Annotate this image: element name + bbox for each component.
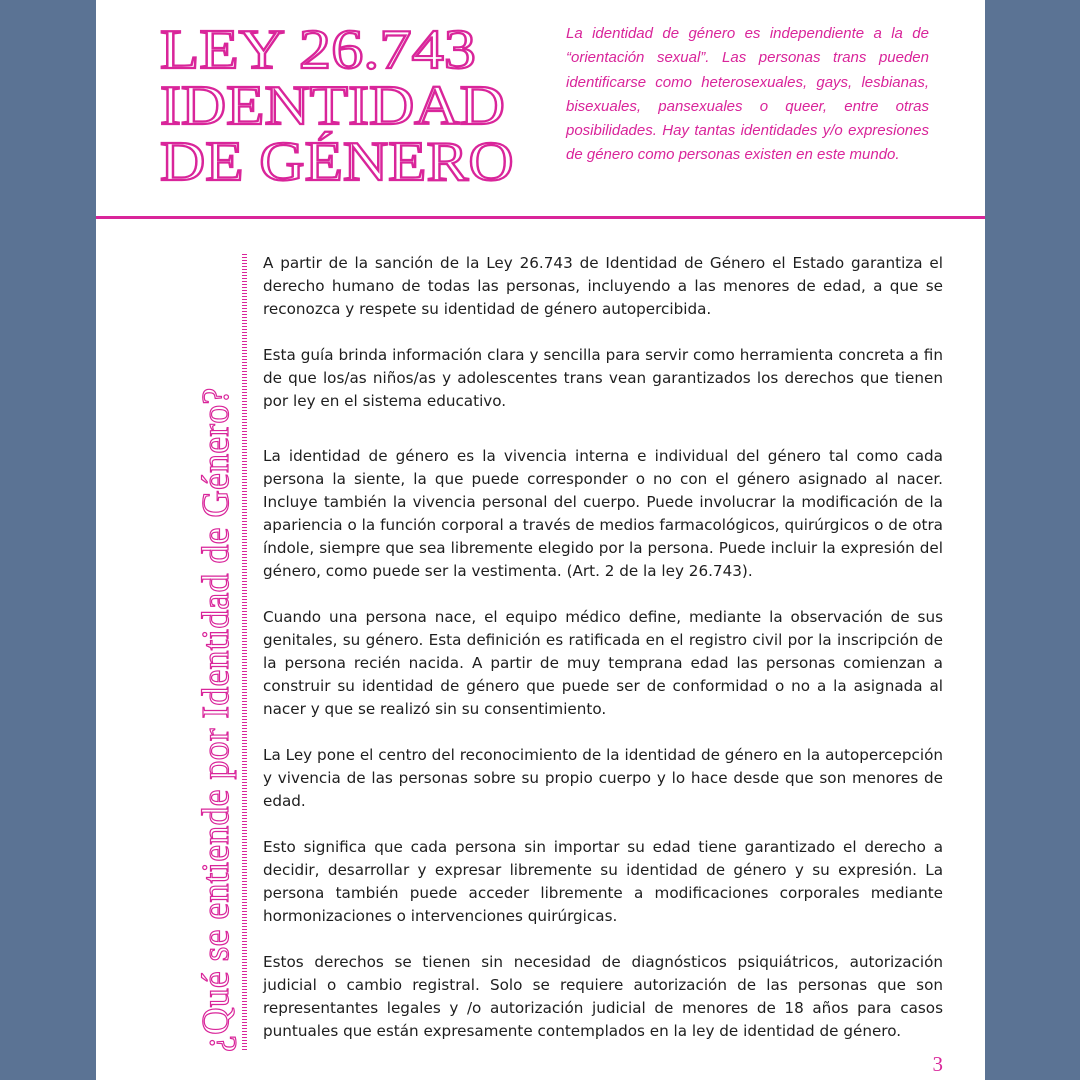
header-divider [96, 216, 985, 219]
section-heading: ¿Qué se entiende por Identidad de Género? [195, 387, 237, 1052]
title-line-2: IDENTIDAD [160, 75, 505, 137]
body-paragraph: La Ley pone el centro del reconocimiento de la identidad de género en la autopercepción y vivencia de las personas sobre su propio cuerpo y lo hace desde que son menores de edad. [263, 746, 943, 810]
body-paragraph: La identidad de género es la vivencia interna e individual del género tal como cada persona la siente, la que puede corresponder o no con el género asignado al nacer. Incluye también la vivencia personal del cuerpo. Puede involucrar la modificación de la apariencia o la función corporal a través de medios farmacológicos, quirúrgicos o de otra índole, siempre que sea libremente elegido por la persona. Puede incluir la expresión del género, como puede ser la vestimenta. (Art. 2 de la ley 26.743). [263, 447, 943, 580]
title-line-3: DE GÉNERO [160, 131, 514, 193]
page-number: 3 [932, 1052, 943, 1076]
body-paragraph: Esta guía brinda información clara y sencilla para servir como herramienta concreta a fin de que los/as niños/as y adolescentes trans vean garantizados los derechos que tienen por ley en el sistema educativo. [263, 346, 943, 410]
striped-divider [242, 254, 247, 1050]
body-paragraph: Estos derechos se tienen sin necesidad de diagnósticos psiquiátricos, autorización judicial o cambio registral. Solo se requiere autorización de las personas que son representantes legales y /o autorización judicial de menores de 18 años para casos puntuales que están expresamente contemplados en la ley de identidad de género. [263, 953, 943, 1040]
intro-text: La identidad de género es independiente a la de “orientación sexual”. Las personas trans pueden identificarse como heterosexuales, gays, lesbianas, bisexuales, pansexuales o queer, entre otras posibilidades. Hay tantas identidades y/o expresiones de género como personas existen en este mundo. [566, 25, 929, 164]
document-page [96, 0, 985, 1080]
body-paragraph: A partir de la sanción de la Ley 26.743 de Identidad de Género el Estado garantiza el derecho humano de todas las personas, incluyendo a las menores de edad, a que se reconozca y respete su identidad de género autopercibida. [263, 254, 943, 318]
page-title [160, 19, 520, 193]
title-line-1: LEY 26.743 [160, 19, 476, 81]
body-paragraph: Cuando una persona nace, el equipo médico define, mediante la observación de sus genitales, su género. Esta definición es ratificada en el registro civil por la inscripción de la persona recién nacida. A partir de muy temprana edad las personas comienzan a construir su identidad de género que puede ser de conformidad o no a la asignada al nacer y que se realizó sin su consentimiento. [263, 608, 943, 718]
body-content [263, 252, 943, 1066]
body-paragraph: Esto significa que cada persona sin importar su edad tiene garantizado el derecho a decidir, desarrollar y expresar libremente su identidad de género y su expresión. La persona también puede acceder libremente a modificaciones corporales mediante hormonizaciones o intervenciones quirúrgicas. [263, 838, 943, 925]
